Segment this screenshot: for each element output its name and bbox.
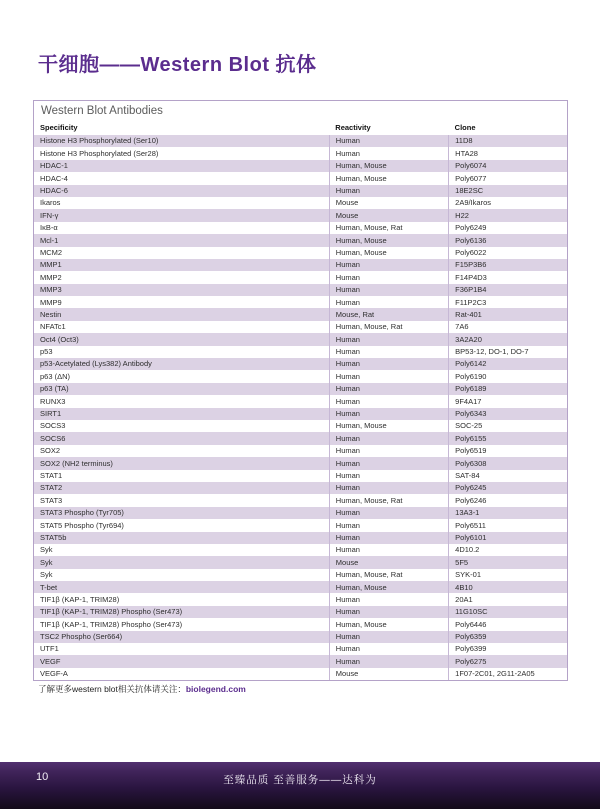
cell-specificity: NFATc1 [40,322,66,332]
cell-specificity: TIF1β (KAP-1, TRIM28) [40,594,120,604]
table-row [34,593,567,605]
cell-reactivity: Human [329,643,448,655]
cell-reactivity: Human [329,457,448,469]
table-row [34,209,567,221]
cell-clone: F15P3B6 [449,259,567,271]
cell-reactivity: Mouse, Rat [329,308,448,320]
column-header-reactivity: Reactivity [335,122,371,132]
cell-specificity: Nestin [40,309,62,319]
cell-reactivity: Mouse [329,556,448,568]
cell-clone: 18E2SC [449,185,567,197]
table-row [34,147,567,159]
cell-reactivity: Human [329,532,448,544]
cell-clone: Poly6359 [449,631,567,643]
biolegend-link[interactable]: biolegend.com [185,684,246,694]
cell-specificity: SOCS3 [40,421,66,431]
table-row [34,445,567,457]
column-header-clone: Clone [454,122,476,132]
cell-specificity: Syk [40,570,53,580]
table-row [34,569,567,581]
cell-reactivity: Human, Mouse [329,247,448,259]
table-header-row [34,122,567,135]
cell-clone: F11P2C3 [449,296,567,308]
cell-clone: Poly6246 [449,494,567,506]
table-row [34,408,567,420]
table-row [34,247,567,259]
cell-specificity: RUNX3 [40,396,66,406]
cell-reactivity: Human [329,383,448,395]
table-row [34,172,567,184]
cell-clone: Poly6308 [449,457,567,469]
cell-reactivity: Human [329,395,448,407]
cell-clone: Rat-401 [449,308,567,320]
cell-clone: Poly6399 [449,643,567,655]
cell-specificity: HDAC-1 [40,161,68,171]
cell-specificity: p53-Acetylated (Lys382) Antibody [40,359,152,369]
cell-specificity: Mcl-1 [40,235,59,245]
cell-clone: SAT-84 [449,470,567,482]
table-row [34,457,567,469]
cell-reactivity: Human [329,593,448,605]
cell-reactivity: Human [329,135,448,147]
cell-reactivity: Human [329,333,448,345]
cell-reactivity: Mouse [329,668,448,680]
cell-reactivity: Mouse [329,209,448,221]
cell-specificity: IFN-γ [40,210,59,220]
cell-specificity: Ikaros [40,198,61,208]
cell-specificity: Oct4 (Oct3) [40,334,79,344]
cell-clone: Poly6022 [449,247,567,259]
cell-specificity: SOX2 (NH2 terminus) [40,458,113,468]
cell-reactivity: Mouse [329,197,448,209]
cell-reactivity: Human [329,284,448,296]
cell-clone: Poly6074 [449,160,567,172]
cell-clone: 5F5 [449,556,567,568]
cell-reactivity: Human [329,507,448,519]
table-row [34,321,567,333]
cell-clone: 4B10 [449,581,567,593]
cell-clone: Poly6136 [449,234,567,246]
cell-reactivity: Human, Mouse, Rat [329,222,448,234]
table-row [34,135,567,147]
cell-specificity: p63 (ΔN) [40,371,71,381]
cell-clone: Poly6190 [449,370,567,382]
cell-specificity: SOCS6 [40,433,66,443]
cell-clone: HTA28 [449,147,567,159]
cell-specificity: p53 [40,347,53,357]
cell-clone: 11G10SC [449,606,567,618]
cell-clone: Poly6077 [449,172,567,184]
cell-specificity: MMP9 [40,297,62,307]
footer-bar [0,762,600,809]
cell-clone: 11D8 [449,135,567,147]
cell-specificity: SOX2 [40,446,61,456]
cell-clone: Poly6519 [449,445,567,457]
table-row [34,470,567,482]
cell-clone: 1F07-2C01, 2G11-2A05 [449,668,567,680]
cell-reactivity: Human [329,259,448,271]
cell-clone: Poly6101 [449,532,567,544]
table-row [34,432,567,444]
cell-reactivity: Human, Mouse, Rat [329,494,448,506]
cell-clone: H22 [449,209,567,221]
cell-clone: Poly6189 [449,383,567,395]
cell-specificity: TIF1β (KAP-1, TRIM28) Phospho (Ser473) [40,619,183,629]
table-row [34,383,567,395]
cell-specificity: Syk [40,557,53,567]
cell-reactivity: Human [329,544,448,556]
cell-reactivity: Human [329,482,448,494]
cell-reactivity: Human [329,470,448,482]
table-row [34,643,567,655]
cell-clone: F14P4D3 [449,271,567,283]
page-number: 10 [36,771,49,783]
page-title: 干细胞——Western Blot 抗体 [38,54,317,76]
cell-clone: 3A2A20 [449,333,567,345]
cell-clone: F36P1B4 [449,284,567,296]
table-row [34,606,567,618]
cell-reactivity: Human, Mouse [329,172,448,184]
cell-specificity: HDAC-6 [40,186,68,195]
table-row [34,668,567,680]
cell-specificity: SIRT1 [40,409,62,419]
cell-clone: 9F4A17 [449,395,567,407]
table-row [34,333,567,345]
cell-clone: SYK-01 [449,569,567,581]
cell-specificity: STAT2 [40,483,63,493]
cell-reactivity: Human [329,271,448,283]
table-row [34,420,567,432]
cell-specificity: MMP1 [40,260,62,270]
cell-reactivity: Human [329,358,448,370]
cell-specificity: VEGF-A [40,669,68,679]
antibody-table [33,100,568,681]
footer-slogan: 至臻品质 至善服务——达科为 [223,774,377,786]
cell-specificity: TIF1β (KAP-1, TRIM28) Phospho (Ser473) [40,607,183,617]
table-row [34,308,567,320]
table-row [34,296,567,308]
cell-reactivity: Human [329,519,448,531]
cell-reactivity: Human [329,655,448,667]
cell-reactivity: Human, Mouse [329,420,448,432]
table-row [34,197,567,209]
cell-reactivity: Human, Mouse, Rat [329,321,448,333]
cell-reactivity: Human [329,147,448,159]
cell-clone: Poly6343 [449,408,567,420]
cell-reactivity: Human [329,185,448,197]
table-row [34,581,567,593]
cell-specificity: STAT3 [40,495,63,505]
cell-specificity: Syk [40,545,53,555]
cell-specificity: TSC2 Phospho (Ser664) [40,632,123,642]
table-row [34,395,567,407]
cell-specificity: MMP3 [40,285,62,295]
table-row [34,346,567,358]
cell-specificity: HDAC-4 [40,173,68,183]
table-row [34,519,567,531]
table-row [34,655,567,667]
cell-reactivity: Human, Mouse [329,581,448,593]
cell-reactivity: Human [329,445,448,457]
table-row [34,185,567,197]
cell-clone: Poly6446 [449,618,567,630]
table-row [34,482,567,494]
cell-specificity: STAT5 Phospho (Tyr694) [40,520,124,530]
table-row [34,358,567,370]
cell-clone: BP53-12, DO-1, DO-7 [449,346,567,358]
cell-reactivity: Human [329,408,448,420]
cell-clone: Poly6511 [449,519,567,531]
table-row [34,532,567,544]
cell-reactivity: Human [329,370,448,382]
table-row [34,618,567,630]
cell-specificity: p63 (TA) [40,384,69,394]
table-row [34,160,567,172]
cell-reactivity: Human [329,631,448,643]
cell-reactivity: Human [329,606,448,618]
cell-clone: 7A6 [449,321,567,333]
cell-reactivity: Human, Mouse [329,160,448,172]
table-row [34,494,567,506]
table-row [34,544,567,556]
column-header-specificity: Specificity [40,122,78,132]
footer-note-text: 了解更多western blot相关抗体请关注： [38,684,186,694]
table-row [34,271,567,283]
cell-specificity: VEGF [40,656,61,666]
footer-note [38,683,246,695]
cell-clone: Poly6155 [449,432,567,444]
table-title: Western Blot Antibodies [41,105,163,117]
cell-reactivity: Human [329,296,448,308]
cell-clone: 20A1 [449,593,567,605]
cell-specificity: T-bet [40,582,58,592]
cell-reactivity: Human, Mouse [329,234,448,246]
table-row [34,234,567,246]
cell-reactivity: Human [329,346,448,358]
cell-clone: 2A9/Ikaros [449,197,567,209]
cell-clone: Poly6142 [449,358,567,370]
cell-specificity: STAT1 [40,470,63,480]
cell-clone: Poly6275 [449,655,567,667]
cell-clone: 13A3-1 [449,507,567,519]
cell-reactivity: Human [329,432,448,444]
table-row [34,556,567,568]
cell-specificity: Histone H3 Phosphorylated (Ser28) [40,148,159,158]
cell-clone: Poly6245 [449,482,567,494]
table-row [34,507,567,519]
table-row [34,222,567,234]
cell-specificity: Histone H3 Phosphorylated (Ser10) [40,136,159,146]
cell-clone: SOC-25 [449,420,567,432]
cell-clone: 4D10.2 [449,544,567,556]
table-row [34,631,567,643]
cell-specificity: STAT5b [40,532,67,542]
cell-specificity: MCM2 [40,247,63,257]
table-row [34,259,567,271]
cell-clone: Poly6249 [449,222,567,234]
cell-reactivity: Human, Mouse, Rat [329,569,448,581]
cell-specificity: STAT3 Phospho (Tyr705) [40,508,124,518]
cell-specificity: UTF1 [40,644,59,654]
table-row [34,284,567,296]
cell-reactivity: Human, Mouse [329,618,448,630]
table-row [34,370,567,382]
cell-specificity: IκB-α [40,223,58,233]
cell-specificity: MMP2 [40,272,62,282]
